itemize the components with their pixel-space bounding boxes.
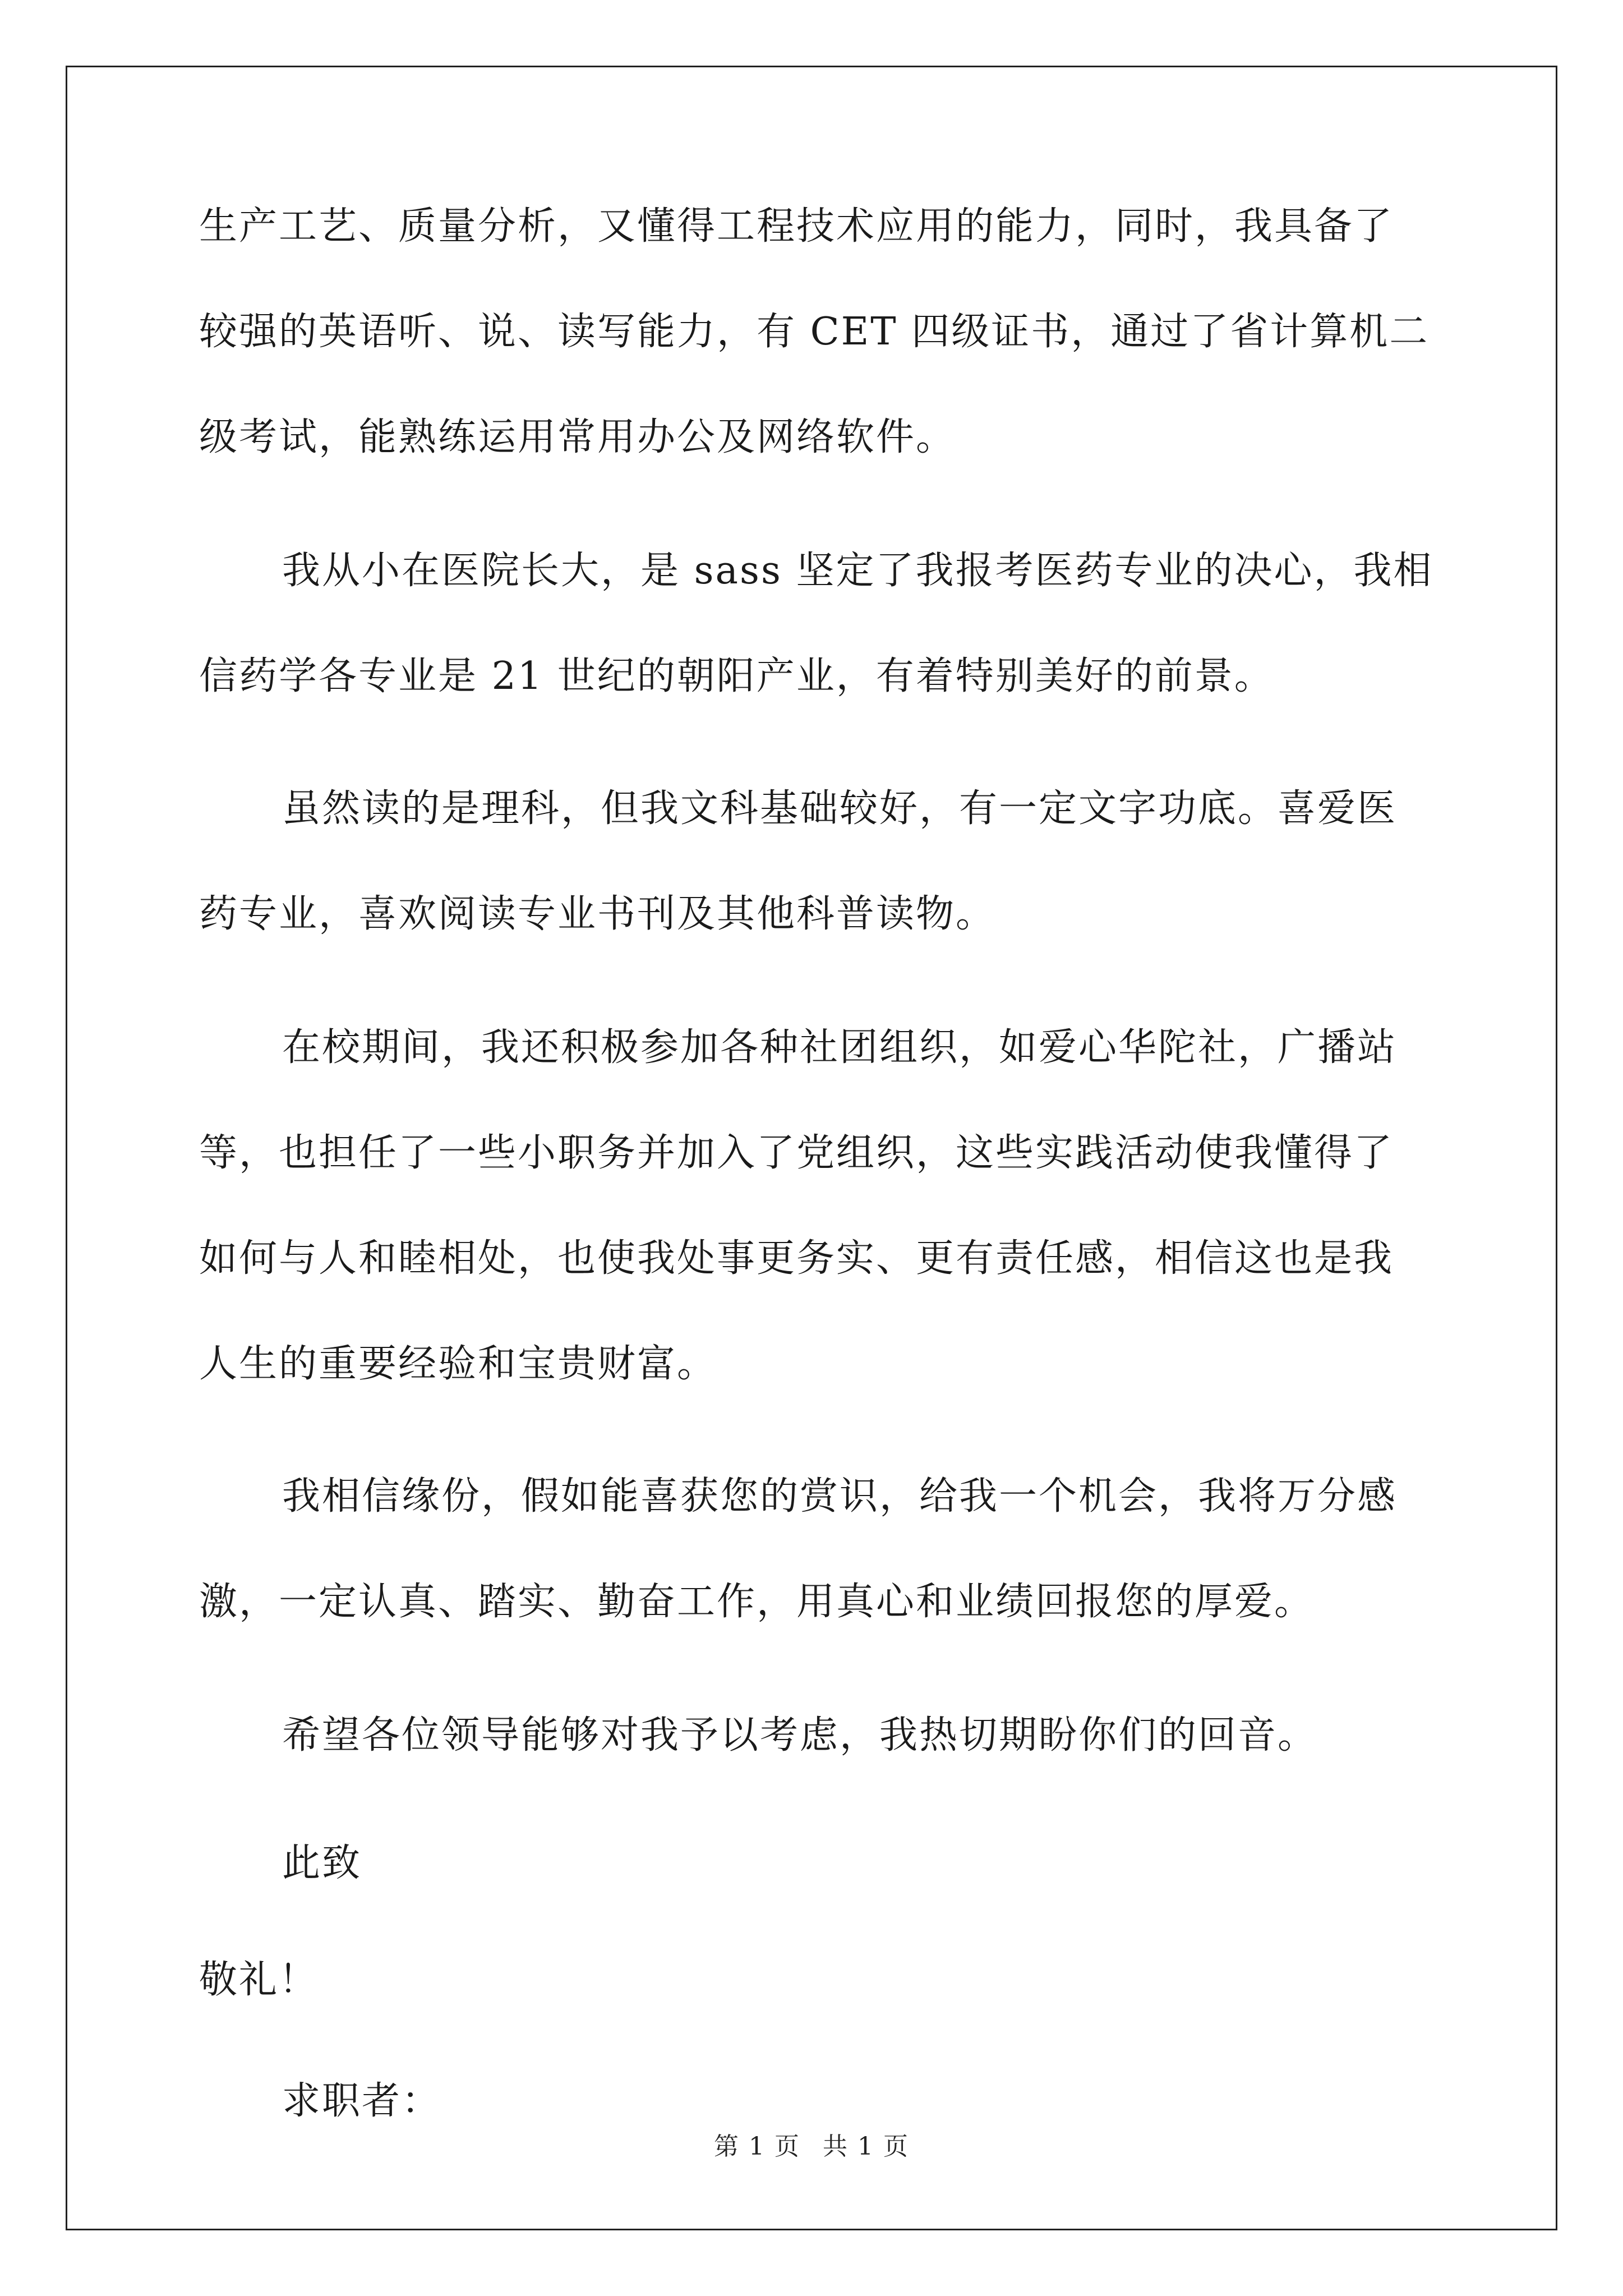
signature-label: 求职者： (282, 2079, 442, 2123)
text-line: 虽然读的是理科，但我文科基础较好，有一定文字功底。喜爱医 (282, 786, 1398, 831)
text-line: 信药学各专业是 21 世纪的朝阳产业，有着特别美好的前景。 (199, 654, 1274, 698)
text-line: 希望各位领导能够对我予以考虑，我热切期盼你们的回音。 (282, 1713, 1318, 1757)
text-line: 较强的英语听、说、读写能力，有 CET 四级证书，通过了省计算机二 (199, 310, 1430, 354)
text-line: 等，也担任了一些小职务并加入了党组织，这些实践活动使我懂得了 (199, 1131, 1394, 1175)
text-line: 人生的重要经验和宝贵财富。 (199, 1342, 717, 1386)
salutation-text: 敬礼！ (199, 1958, 319, 2002)
page-total: 共 1 页 (823, 2132, 909, 2161)
text-line: 如何与人和睦相处，也使我处事更务实、更有责任感，相信这也是我 (199, 1236, 1394, 1281)
page-footer (0, 2126, 1623, 2162)
text-line: 激，一定认真、踏实、勤奋工作，用真心和业绩回报您的厚爱。 (199, 1580, 1315, 1624)
text-line: 级考试，能熟练运用常用办公及网络软件。 (199, 415, 956, 459)
closing-text: 此致 (282, 1841, 362, 1885)
text-line: 我从小在医院长大，是 sass 坚定了我报考医药专业的决心，我相 (282, 549, 1433, 593)
page-number: 第 1 页 (714, 2132, 800, 2161)
text-line: 药专业，喜欢阅读专业书刊及其他科普读物。 (199, 892, 996, 936)
text-line: 我相信缘份，假如能喜获您的赏识，给我一个机会，我将万分感 (282, 1474, 1398, 1519)
text-line: 在校期间，我还积极参加各种社团组织，如爱心华陀社，广播站 (282, 1025, 1398, 1070)
text-line: 生产工艺、质量分析，又懂得工程技术应用的能力，同时，我具备了 (199, 204, 1394, 249)
